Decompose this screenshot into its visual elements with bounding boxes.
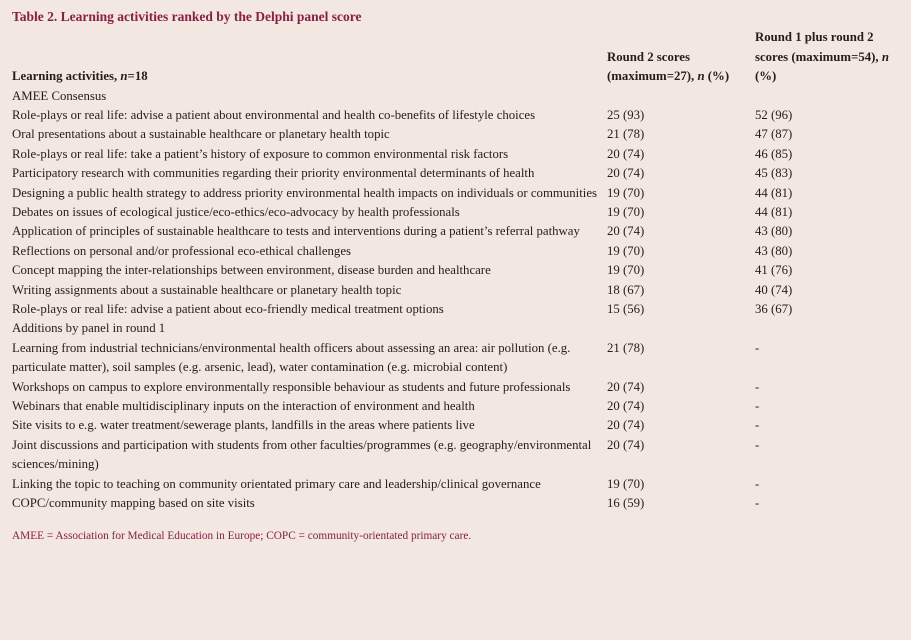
combined-score-cell: 43 (80) [755,224,793,239]
activity-cell: Oral presentations about a sustainable healthcare or planetary health topic [12,127,390,142]
round2-score-cell: 20 (74) [607,224,645,239]
combined-score-cell: 36 (67) [755,301,793,316]
header-label-part: =18 [127,69,148,83]
table-footnote: AMEE = Association for Medical Education in Europe; COPC = community-orientated primary care. [12,530,472,543]
table-row [12,300,899,319]
activity-cell: Joint discussions and participation with students from other faculties/programmes (e.g. geography/environmental sciences/mining) [12,437,592,472]
header-label-part: (%) [755,69,777,83]
col-header-learning-activities [12,28,607,87]
activity-cell: Linking the topic to teaching on community orientated primary care and leadership/clinical governance [12,476,541,491]
combined-score-cell: 44 (81) [755,204,793,219]
table-row [12,106,899,125]
combined-score-cell: - [755,399,760,413]
activity-cell: Role-plays or real life: advise a patient about environmental and health co-benefits of lifestyle choices [12,107,536,122]
col-header-round2-scores [607,28,755,87]
round2-score-cell: 21 (78) [607,340,645,355]
table-row [12,125,899,144]
combined-score-cell: 46 (85) [755,146,793,161]
round2-score-cell: 20 (74) [607,418,645,433]
activity-cell: Role-plays or real life: advise a patient about eco-friendly medical treatment options [12,301,444,316]
table-row [12,145,899,164]
activity-cell: Debates on issues of ecological justice/eco-ethics/eco-advocacy by health professionals [12,204,460,219]
learning-activities-table [12,28,899,513]
combined-score-cell: 47 (87) [755,127,793,142]
round2-score-cell: 19 (70) [607,243,645,258]
combined-score-cell: - [755,476,760,491]
activity-cell: Learning from industrial technicians/environmental health officers about assessing an area: air pollution (e.g. particulate matter), soil samples (e.g. arsenic, lead), water contamination (e.g. microbial content) [12,340,571,375]
activity-cell: Application of principles of sustainable healthcare to tests and interventions during a patient’s referral pathway [12,224,580,239]
activity-cell: COPC/community mapping based on site visits [12,496,255,511]
round2-score-cell: 20 (74) [607,146,645,161]
round2-score-cell: 20 (74) [607,166,645,181]
activity-cell: Concept mapping the inter-relationships between environment, disease burden and healthcare [12,263,491,278]
table-row [12,222,899,241]
section-label-row [12,87,899,106]
header-n-italic: n [697,69,705,83]
header-n-italic: n [120,69,128,83]
combined-score-cell: 44 (81) [755,185,793,200]
table-row [12,494,899,513]
table-row [12,378,899,397]
round2-score-cell: 20 (74) [607,399,645,413]
header-label-part: (%) [704,69,730,83]
table-row [12,436,899,475]
table-row [12,339,899,378]
table-row [12,184,899,203]
header-n-italic: n [881,49,889,64]
activity-cell: Site visits to e.g. water treatment/sewerage plants, landfills in the areas where patients live [12,418,475,433]
combined-score-cell: - [755,379,760,394]
round2-score-cell: 15 (56) [607,301,645,316]
table-row [12,261,899,280]
combined-score-cell: 40 (74) [755,282,793,297]
activity-cell: Writing assignments about a sustainable healthcare or planetary health topic [12,282,402,297]
table-title: Table 2. Learning activities ranked by the Delphi panel score [12,9,362,24]
table-row [12,203,899,222]
round2-score-cell: 16 (59) [607,496,645,511]
activity-cell: Designing a public health strategy to address priority environmental health impacts on individuals or communities [12,185,597,200]
combined-score-cell: - [755,496,760,511]
table-row [12,397,899,416]
combined-score-cell: 43 (80) [755,243,793,258]
round2-score-cell: 19 (70) [607,204,645,219]
header-label-part: Round 2 scores (maximum=27), [607,49,698,83]
round2-score-cell: 19 (70) [607,185,645,200]
activity-cell: Role-plays or real life: take a patient’s history of exposure to common environmental risk factors [12,146,509,161]
activity-cell: Webinars that enable multidisciplinary inputs on the interaction of environment and health [12,399,475,413]
activity-cell: Participatory research with communities regarding their priority environmental determinants of health [12,166,535,181]
round2-score-cell: 19 (70) [607,263,645,278]
combined-score-cell: 41 (76) [755,263,793,278]
table-row [12,242,899,261]
combined-score-cell: 45 (83) [755,166,793,181]
section-label: Additions by panel in round 1 [12,321,166,336]
round2-score-cell: 25 (93) [607,107,645,122]
table-row [12,281,899,300]
round2-score-cell: 18 (67) [607,282,645,297]
header-row [12,28,899,87]
round2-score-cell: 20 (74) [607,437,645,452]
activity-cell: Workshops on campus to explore environmentally responsible behaviour as students and future professionals [12,379,571,394]
activity-cell: Reflections on personal and/or professional eco-ethical challenges [12,243,351,258]
header-label-part: Learning activities, [12,69,121,83]
table-row [12,416,899,435]
round2-score-cell: 21 (78) [607,127,645,142]
header-label-part: Round 1 plus round 2 scores (maximum=54), [755,30,882,64]
combined-score-cell: - [755,437,760,452]
table-row [12,475,899,494]
col-header-combined-scores [755,28,899,87]
combined-score-cell: - [755,340,760,355]
round2-score-cell: 19 (70) [607,476,645,491]
table-row [12,164,899,183]
combined-score-cell: - [755,418,760,433]
section-label-row [12,319,899,338]
section-label: AMEE Consensus [12,88,107,103]
combined-score-cell: 52 (96) [755,107,793,122]
round2-score-cell: 20 (74) [607,379,645,394]
